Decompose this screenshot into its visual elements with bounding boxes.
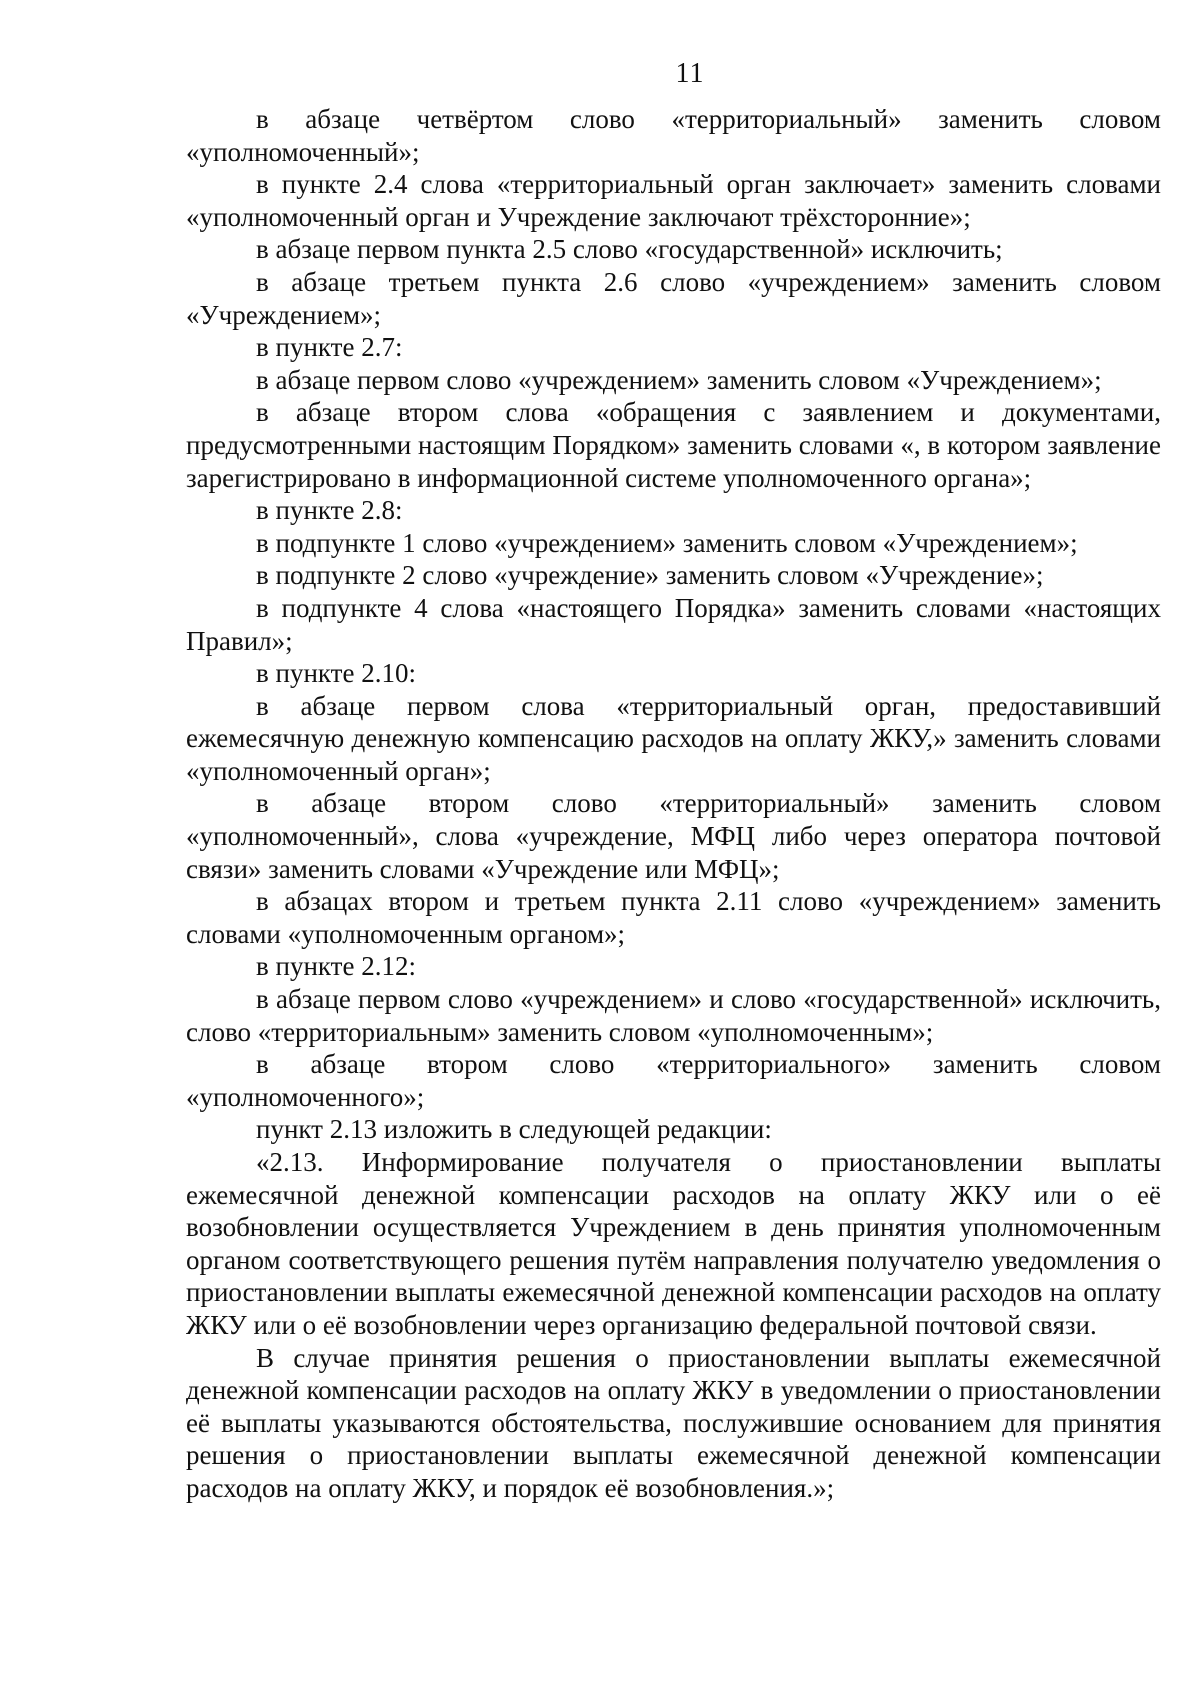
paragraph: в подпункте 2 слово «учреждение» заменить словом «Учреждение»; (256, 560, 1044, 591)
paragraph: в подпункте 4 слова «настоящего Порядка» заменить словами «настоящих Правил»; (186, 592, 1161, 656)
paragraph: в абзаце первом слово «учреждением» заменить словом «Учреждением»; (256, 364, 1102, 395)
paragraph: в пункте 2.4 слова «территориальный орган заключает» заменить словами «уполномоченный орган и Учреждение заключают трёхсторонние»; (186, 169, 1161, 232)
paragraph: в абзаце первом пункта 2.5 слово «государственной» исключить; (256, 234, 1003, 265)
paragraph: в пункте 2.7: (256, 332, 403, 363)
paragraph: в подпункте 1 слово «учреждением» заменить словом «Учреждением»; (256, 527, 1078, 558)
paragraph: в абзаце втором слова «обращения с заявлением и документами, предусмотренными настоящим Порядком» заменить словами «, в котором заявление зарегистрировано в информационной системе уполномоченного органа»; (186, 397, 1161, 493)
paragraph: в абзаце втором слово «территориальный» заменить словом «уполномоченный», слова «учреждение, МФЦ либо через оператора почтовой связи» заменить словами «Учреждение или МФЦ»; (186, 788, 1161, 884)
page-number: 11 (675, 58, 705, 89)
paragraph: в абзаце первом слово «учреждением» и слово «государственной» исключить, слово «территориальным» заменить словом «уполномоченным»; (186, 984, 1161, 1047)
paragraph: в абзаце третьем пункта 2.6 слово «учреждением» заменить словом «Учреждением»; (186, 266, 1161, 330)
paragraph: в абзаце первом слова «территориальный орган, предоставивший ежемесячную денежную компенсацию расходов на оплату ЖКУ,» заменить словами «уполномоченный орган»; (186, 690, 1161, 786)
paragraph: «2.13. Информирование получателя о приостановлении выплаты ежемесячной денежной компенсации расходов на оплату ЖКУ или о её возобновлении осуществляется Учреждением в день принятия уполномоченным органом соответствующего решения путём направления получателю уведомления о приостановлении выплаты ежемесячной денежной компенсации расходов на оплату ЖКУ или о её возобновлении через организацию федеральной почтовой связи. (186, 1147, 1161, 1340)
paragraph: в пункте 2.10: (256, 658, 416, 689)
paragraph: пункт 2.13 изложить в следующей редакции: (256, 1114, 772, 1145)
document-body (186, 103, 1161, 1505)
paragraph: В случае принятия решения о приостановлении выплаты ежемесячной денежной компенсации расходов на оплату ЖКУ в уведомлении о приостановлении её выплаты указываются обстоятельства, послужившие основанием для принятия решения о приостановлении выплаты ежемесячной денежной компенсации расходов на оплату ЖКУ, и порядок её возобновления.»; (186, 1342, 1161, 1503)
paragraph: в пункте 2.8: (256, 495, 403, 526)
paragraph: в абзаце четвёртом слово «территориальный» заменить словом «уполномоченный»; (186, 104, 1161, 167)
paragraph: в абзаце втором слово «территориального» заменить словом «уполномоченного»; (186, 1049, 1161, 1112)
paragraph: в абзацах втором и третьем пункта 2.11 слово «учреждением» заменить словами «уполномоченным органом»; (186, 886, 1161, 949)
paragraph: в пункте 2.12: (256, 951, 416, 982)
